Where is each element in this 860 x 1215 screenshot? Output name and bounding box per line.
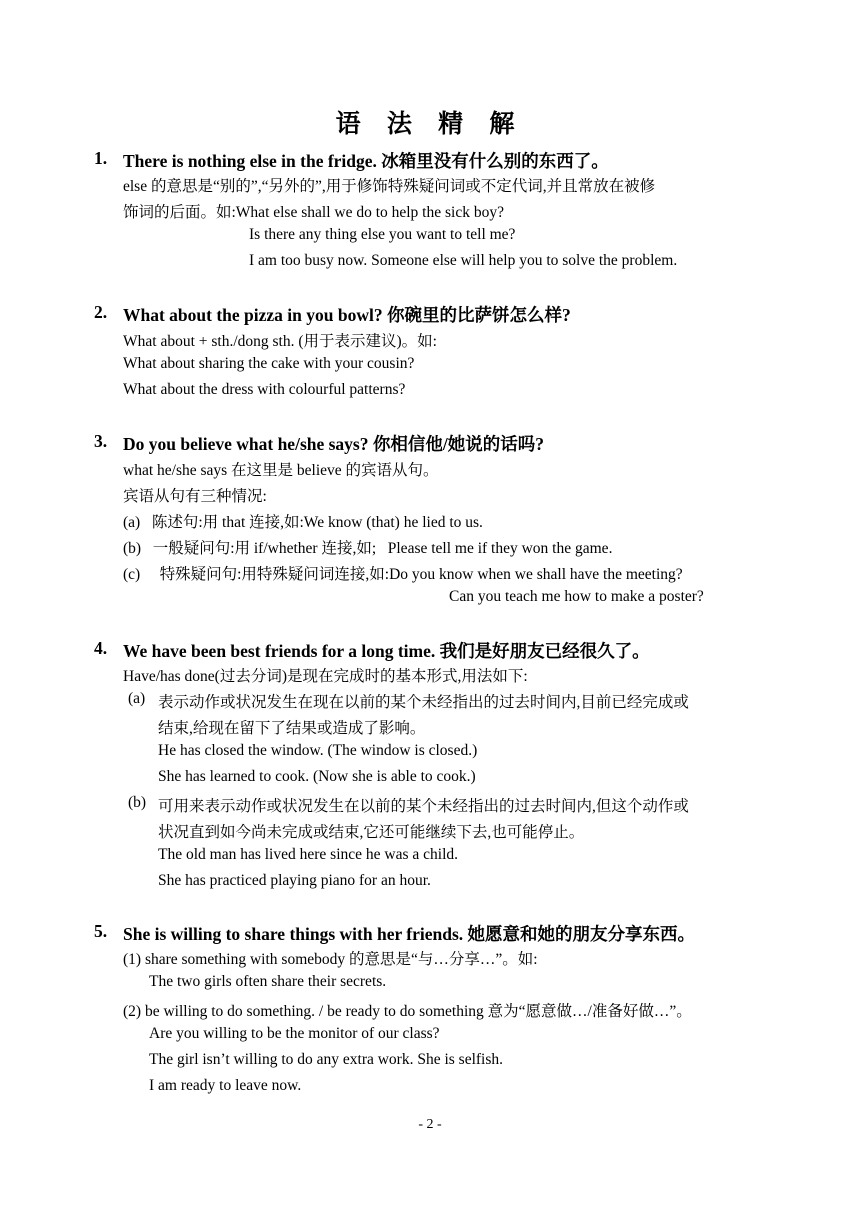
example-line: Are you willing to be the monitor of our class? bbox=[149, 1025, 440, 1042]
section-heading: She is willing to share things with her friends. 她愿意和她的朋友分享东西。 bbox=[123, 924, 696, 944]
example-line: What about sharing the cake with your cousin? bbox=[123, 355, 415, 372]
page-title: 语 法 精 解 bbox=[335, 111, 525, 138]
list-item: (c) 特殊疑问句:用特殊疑问词连接,如:Do you know when we shall have the meeting? bbox=[123, 566, 683, 583]
section-heading: We have been best friends for a long time. 我们是好朋友已经很久了。 bbox=[123, 641, 650, 661]
example-line: What about the dress with colourful patterns? bbox=[123, 381, 406, 398]
text-line: what he/she says 在这里是 believe 的宾语从句。 bbox=[123, 462, 439, 479]
text-line: What about + sth./dong sth. (用于表示建议)。如: bbox=[123, 333, 437, 350]
list-marker: (a) bbox=[128, 690, 146, 707]
section-number: 3. bbox=[94, 431, 108, 451]
text-line: 表示动作或状况发生在现在以前的某个未经指出的过去时间内,目前已经完成或 bbox=[158, 694, 689, 711]
list-item: (b) 一般疑问句:用 if/whether 连接,如; Please tell me if they won the game. bbox=[123, 540, 613, 557]
example-line: The two girls often share their secrets. bbox=[149, 973, 387, 990]
section-number: 1. bbox=[94, 148, 108, 168]
text-line: (2) be willing to do something. / be ready to do something 意为“愿意做…/准备好做…”。 bbox=[123, 1003, 692, 1020]
text-line: 可用来表示动作或状况发生在以前的某个未经指出的过去时间内,但这个动作或 bbox=[158, 798, 689, 815]
section-heading: There is nothing else in the fridge. 冰箱里没有什么别的东西了。 bbox=[123, 151, 609, 171]
example-line: I am ready to leave now. bbox=[149, 1077, 302, 1094]
list-marker: (b) bbox=[128, 794, 147, 811]
example-line: Is there any thing else you want to tell me? bbox=[249, 226, 516, 243]
example-line: He has closed the window. (The window is closed.) bbox=[158, 742, 478, 759]
text-line: 结束,给现在留下了结果或造成了影响。 bbox=[158, 720, 426, 737]
section-number: 4. bbox=[94, 638, 108, 658]
page-number: - 2 - bbox=[418, 1117, 442, 1132]
example-line: She has practiced playing piano for an hour. bbox=[158, 872, 431, 889]
text-line: 状况直到如今尚未完成或结束,它还可能继续下去,也可能停止。 bbox=[158, 824, 585, 841]
example-line: The old man has lived here since he was a child. bbox=[158, 846, 458, 863]
example-line: Can you teach me how to make a poster? bbox=[449, 588, 704, 605]
text-line: 宾语从句有三种情况: bbox=[123, 488, 267, 505]
text-line: (1) share something with somebody 的意思是“与…分享…”。如: bbox=[123, 951, 538, 968]
example-line: She has learned to cook. (Now she is able to cook.) bbox=[158, 768, 476, 785]
text-line: Have/has done(过去分词)是现在完成时的基本形式,用法如下: bbox=[123, 668, 528, 685]
text-line: else 的意思是“别的”,“另外的”,用于修饰特殊疑问词或不定代词,并且常放在被修 bbox=[123, 178, 656, 195]
example-line: I am too busy now. Someone else will help you to solve the problem. bbox=[249, 252, 678, 269]
section-heading: Do you believe what he/she says? 你相信他/她说的话吗? bbox=[123, 434, 544, 454]
section-heading: What about the pizza in you bowl? 你碗里的比萨饼怎么样? bbox=[123, 305, 571, 325]
example-line: The girl isn’t willing to do any extra work. She is selfish. bbox=[149, 1051, 504, 1068]
section-number: 5. bbox=[94, 921, 108, 941]
text-line: 饰词的后面。如:What else shall we do to help the sick boy? bbox=[123, 204, 504, 221]
section-number: 2. bbox=[94, 302, 108, 322]
list-item: (a) 陈述句:用 that 连接,如:We know (that) he lied to us. bbox=[123, 514, 483, 531]
